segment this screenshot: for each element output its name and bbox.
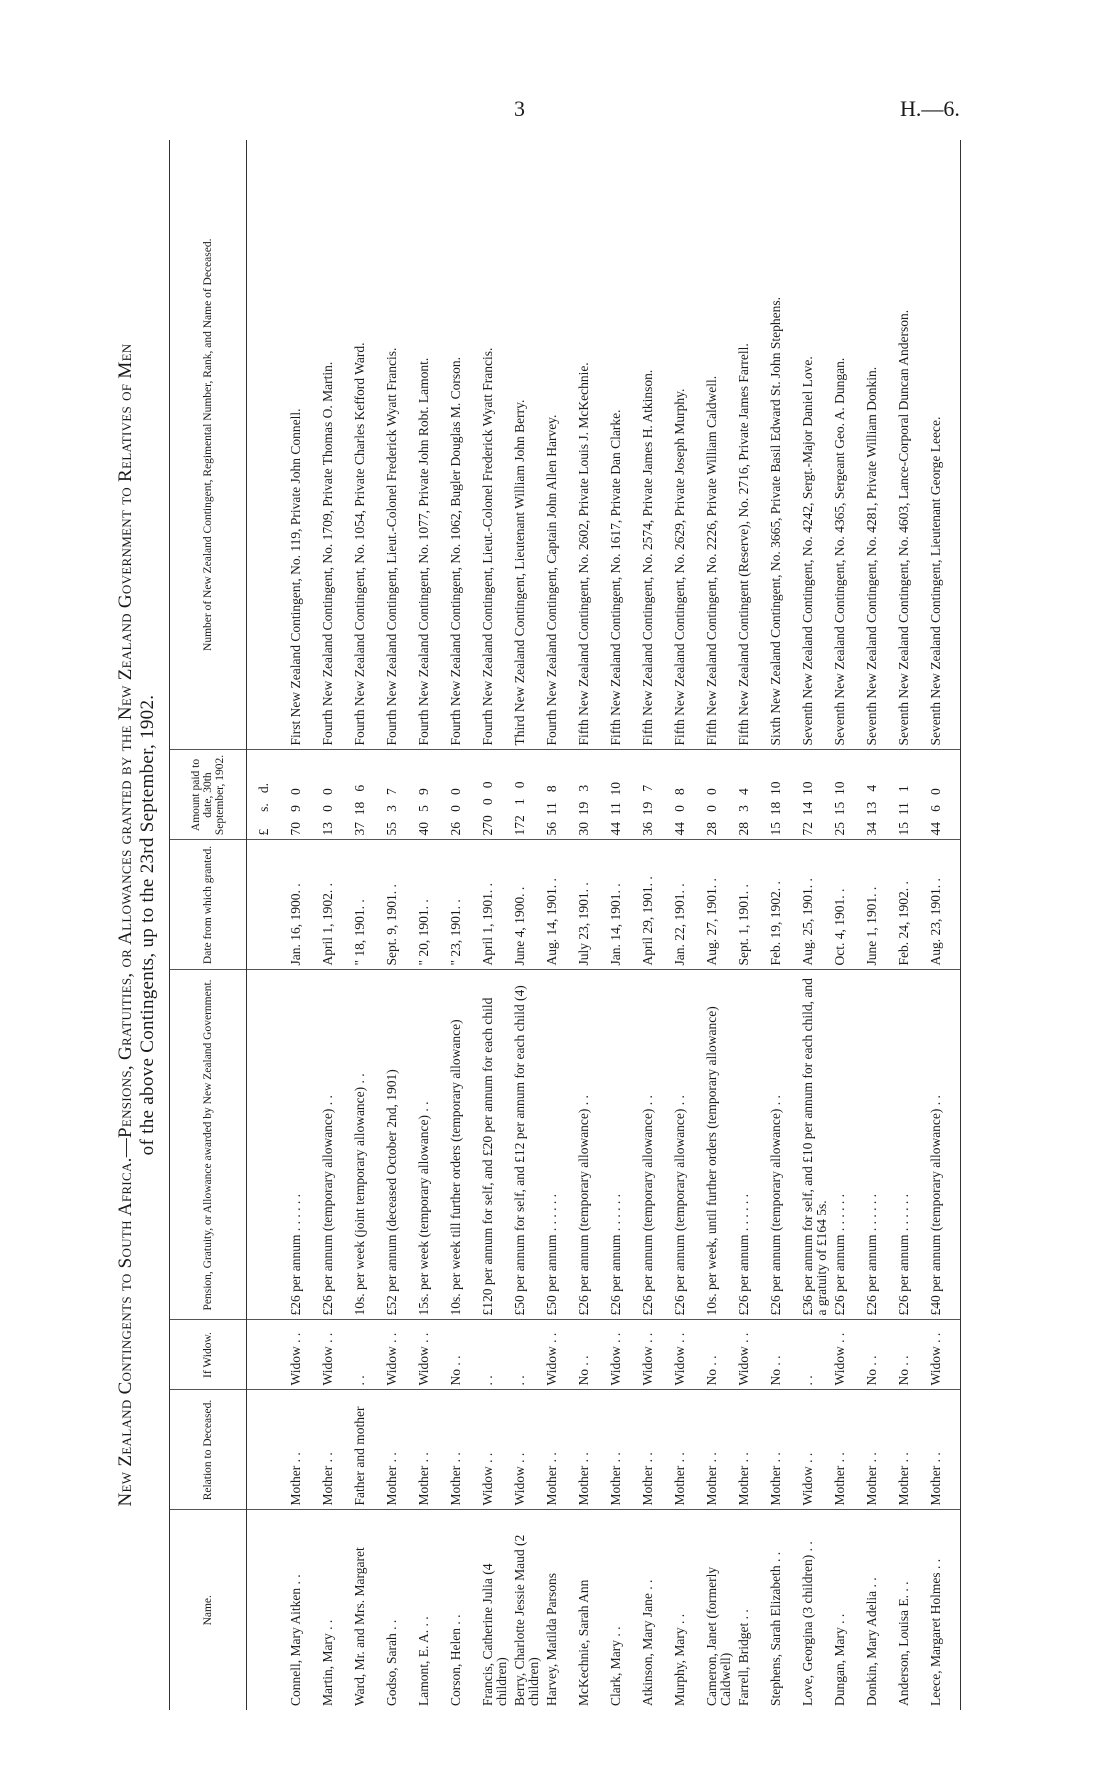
- relation-cell: Mother . .: [576, 1390, 608, 1510]
- if-widow-cell: No . .: [768, 1320, 800, 1390]
- table-row: [544, 140, 576, 1710]
- name-cell: Love, Georgina (3 children) . .: [800, 1541, 815, 1706]
- date-cell: June 1, 1901. .: [864, 840, 896, 970]
- relation-cell: Mother . .: [928, 1390, 961, 1510]
- pension-cell: 10s. per week (joint temporary allowance) . .: [352, 970, 384, 1320]
- name-cell: Leece, Margaret Holmes . .: [928, 1510, 961, 1710]
- deceased-cell: Fifth New Zealand Contingent, No. 2226, Private William Caldwell.: [704, 140, 736, 750]
- table-row: [800, 140, 832, 1710]
- deceased-cell: Fifth New Zealand Contingent, No. 2602, Private Louis J. McKechnie.: [576, 140, 608, 750]
- name-cell: Atkinson, Mary Jane . .: [640, 1579, 655, 1706]
- deceased-cell: Fifth New Zealand Contingent, No. 2574, Private James H. Atkinson.: [640, 140, 672, 750]
- amount-cell: 37 18 6: [352, 750, 384, 840]
- currency-units-row: [247, 140, 289, 1710]
- if-widow-cell: No . .: [576, 1320, 608, 1390]
- relation-cell: Mother . .: [448, 1390, 480, 1510]
- relation-cell: Widow . .: [800, 1390, 832, 1510]
- pension-cell: £26 per annum . . . . . .: [864, 970, 896, 1320]
- amount-cell: 34 13 4: [864, 750, 896, 840]
- relation-cell: Mother . .: [288, 1390, 320, 1510]
- pension-cell: £26 per annum (temporary allowance) . .: [640, 970, 672, 1320]
- table-row: [704, 140, 736, 1710]
- name-cell: McKechnie, Sarah Ann: [576, 1579, 591, 1706]
- table-row: [448, 140, 480, 1710]
- if-widow-cell: . .: [480, 1320, 512, 1390]
- deceased-cell: Fourth New Zealand Contingent, No. 1062, Bugler Douglas M. Corson.: [448, 140, 480, 750]
- deceased-cell: Third New Zealand Contingent, Lieutenant William John Berry.: [512, 140, 544, 750]
- deceased-cell: Seventh New Zealand Contingent, No. 4603, Lance-Corporal Duncan Anderson.: [896, 140, 928, 750]
- if-widow-cell: Widow . .: [416, 1320, 448, 1390]
- if-widow-cell: Widow . .: [608, 1320, 640, 1390]
- date-cell: Feb. 19, 1902. .: [768, 840, 800, 970]
- date-cell: Aug. 25, 1901. .: [800, 840, 832, 970]
- amount-cell: 28 3 4: [736, 750, 768, 840]
- pension-cell: £26 per annum . . . . . .: [832, 970, 864, 1320]
- if-widow-cell: . .: [800, 1320, 832, 1390]
- table-row: [480, 140, 512, 1710]
- deceased-cell: Fourth New Zealand Contingent, Captain John Allen Harvey.: [544, 140, 576, 750]
- name-cell: Ward, Mr. and Mrs. Margaret: [352, 1547, 367, 1706]
- date-cell: Jan. 14, 1901. .: [608, 840, 640, 970]
- header-date-granted: Date from which granted.: [170, 840, 247, 970]
- header-relation: Relation to Deceased.: [170, 1390, 247, 1510]
- pension-cell: £120 per annum for self, and £20 per annum for each child: [480, 970, 512, 1320]
- table-row: [512, 140, 544, 1710]
- relation-cell: Father and mother: [352, 1390, 384, 1510]
- pension-cell: 10s. per week, until further orders (temporary allowance): [704, 970, 736, 1320]
- deceased-cell: Fourth New Zealand Contingent, No. 1709, Private Thomas O. Martin.: [320, 140, 352, 750]
- relation-cell: Mother . .: [320, 1390, 352, 1510]
- relation-cell: Widow . .: [512, 1390, 544, 1510]
- name-cell: Connell, Mary Aitken . .: [288, 1574, 303, 1706]
- if-widow-cell: Widow . .: [384, 1320, 416, 1390]
- name-cell: Martin, Mary . .: [320, 1619, 335, 1706]
- deceased-cell: Seventh New Zealand Contingent, No. 4281, Private William Donkin.: [864, 140, 896, 750]
- page-number: 3: [514, 96, 525, 121]
- name-cell: Stephens, Sarah Elizabeth . .: [768, 1551, 783, 1706]
- title-line-2: of the above Contingents, up to the 23rd September, 1902.: [137, 694, 158, 1156]
- deceased-cell: Fourth New Zealand Contingent, Lieut.-Colonel Frederick Wyatt Francis.: [384, 140, 416, 750]
- header-name: Name.: [170, 1510, 247, 1710]
- table-row: [896, 140, 928, 1710]
- table-row: [352, 140, 384, 1710]
- table-row: [672, 140, 704, 1710]
- name-cell: Francis, Catherine Julia (4 children): [480, 1563, 509, 1706]
- amount-cell: 13 0 0: [320, 750, 352, 840]
- if-widow-cell: Widow . .: [640, 1320, 672, 1390]
- header-if-widow: If Widow.: [170, 1320, 247, 1390]
- table-title: [115, 140, 159, 1710]
- amount-cell: 44 11 10: [608, 750, 640, 840]
- pension-cell: 15s. per week (temporary allowance) . .: [416, 970, 448, 1320]
- table-row: [416, 140, 448, 1710]
- name-cell: Clark, Mary . .: [608, 1626, 623, 1706]
- if-widow-cell: Widow . .: [672, 1320, 704, 1390]
- title-line-1: New Zealand Contingents to South Africa.—Pensions, Gratuities, or Allowances granted by the New Zealand Government to Relatives of Men: [115, 343, 136, 1507]
- relation-cell: Mother . .: [416, 1390, 448, 1510]
- deceased-cell: Seventh New Zealand Contingent, No. 4242, Sergt.-Major Daniel Love.: [800, 140, 832, 750]
- table-row: [640, 140, 672, 1710]
- name-cell: Anderson, Louisa E. . .: [896, 1581, 911, 1706]
- table-row: [288, 140, 320, 1710]
- name-cell: Farrell, Bridget . .: [736, 1609, 751, 1706]
- header-pension: Pension, Gratuity, or Allowance awarded by New Zealand Government.: [170, 970, 247, 1320]
- deceased-cell: Fourth New Zealand Contingent, Lieut.-Colonel Frederick Wyatt Francis.: [480, 140, 512, 750]
- pension-cell: £26 per annum (temporary allowance) . .: [320, 970, 352, 1320]
- name-cell: Donkin, Mary Adelia . .: [864, 1577, 879, 1706]
- relation-cell: Mother . .: [640, 1390, 672, 1510]
- name-cell: Corson, Helen . .: [448, 1614, 463, 1706]
- header-amount-paid: Amount paid to date, 30th September, 1902.: [170, 750, 247, 840]
- deceased-cell: Fifth New Zealand Contingent, No. 2629, Private Joseph Murphy.: [672, 140, 704, 750]
- date-cell: Aug. 23, 1901. .: [928, 840, 961, 970]
- table-row: [768, 140, 800, 1710]
- document-code: H.—6.: [900, 96, 960, 121]
- date-cell: April 29, 1901. .: [640, 840, 672, 970]
- relation-cell: Widow . .: [480, 1390, 512, 1510]
- deceased-cell: First New Zealand Contingent, No. 119, Private John Connell.: [288, 140, 320, 750]
- pension-cell: £50 per annum . . . . . .: [544, 970, 576, 1320]
- pension-cell: 10s. per week till further orders (temporary allowance): [448, 970, 480, 1320]
- relation-cell: Mother . .: [832, 1390, 864, 1510]
- if-widow-cell: Widow . .: [928, 1320, 961, 1390]
- deceased-cell: Fifth New Zealand Contingent (Reserve), No. 2716, Private James Farrell.: [736, 140, 768, 750]
- relation-cell: Mother . .: [736, 1390, 768, 1510]
- deceased-cell: Fifth New Zealand Contingent, No. 1617, Private Dan Clarke.: [608, 140, 640, 750]
- pension-cell: £26 per annum (temporary allowance) . .: [672, 970, 704, 1320]
- date-cell: Aug. 14, 1901. .: [544, 840, 576, 970]
- amount-cell: 172 1 0: [512, 750, 544, 840]
- if-widow-cell: Widow . .: [544, 1320, 576, 1390]
- if-widow-cell: No . .: [864, 1320, 896, 1390]
- name-cell: Godso, Sarah . .: [384, 1619, 399, 1706]
- amount-cell: 36 19 7: [640, 750, 672, 840]
- deceased-cell: Fourth New Zealand Contingent, No. 1054, Private Charles Kefford Ward.: [352, 140, 384, 750]
- relation-cell: Mother . .: [544, 1390, 576, 1510]
- amount-cell: 72 14 10: [800, 750, 832, 840]
- amount-cell: 55 3 7: [384, 750, 416, 840]
- if-widow-cell: Widow . .: [288, 1320, 320, 1390]
- pension-cell: £26 per annum . . . . . .: [608, 970, 640, 1320]
- date-cell: Aug. 27, 1901. .: [704, 840, 736, 970]
- amount-cell: 28 0 0: [704, 750, 736, 840]
- deceased-cell: Fourth New Zealand Contingent, No. 1077, Private John Robt. Lamont.: [416, 140, 448, 750]
- currency-units: £ s. d.: [247, 750, 289, 840]
- table-row: [320, 140, 352, 1710]
- name-cell: Lamont, E. A. . .: [416, 1616, 431, 1706]
- amount-cell: 44 6 0: [928, 750, 961, 840]
- date-cell: July 23, 1901. .: [576, 840, 608, 970]
- pension-cell: £26 per annum . . . . . .: [896, 970, 928, 1320]
- relation-cell: Mother . .: [672, 1390, 704, 1510]
- date-cell: Jan. 16, 1900. .: [288, 840, 320, 970]
- pension-cell: £26 per annum . . . . . .: [736, 970, 768, 1320]
- relation-cell: Mother . .: [704, 1390, 736, 1510]
- date-cell: Feb. 24, 1902. .: [896, 840, 928, 970]
- relation-cell: Mother . .: [608, 1390, 640, 1510]
- pension-cell: £50 per annum for self, and £12 per annum for each child (4): [512, 970, 544, 1320]
- date-cell: Oct. 4, 1901. .: [832, 840, 864, 970]
- name-cell: Dungan, Mary . .: [832, 1613, 847, 1706]
- date-cell: June 4, 1900. .: [512, 840, 544, 970]
- if-widow-cell: Widow . .: [320, 1320, 352, 1390]
- rotated-table-block: [115, 140, 975, 1710]
- pension-cell: £26 per annum . . . . . .: [288, 970, 320, 1320]
- amount-cell: 26 0 0: [448, 750, 480, 840]
- date-cell: " 20, 1901. .: [416, 840, 448, 970]
- amount-cell: 40 5 9: [416, 750, 448, 840]
- amount-cell: 15 11 1: [896, 750, 928, 840]
- amount-cell: 30 19 3: [576, 750, 608, 840]
- table-row: [576, 140, 608, 1710]
- amount-cell: 70 9 0: [288, 750, 320, 840]
- if-widow-cell: . .: [352, 1320, 384, 1390]
- table-header-row: [170, 140, 247, 1710]
- pension-cell: £40 per annum (temporary allowance) . .: [928, 970, 961, 1320]
- relation-cell: Mother . .: [896, 1390, 928, 1510]
- pensions-table: [169, 140, 961, 1710]
- table-row: [608, 140, 640, 1710]
- date-cell: " 18, 1901. .: [352, 840, 384, 970]
- table-row: [736, 140, 768, 1710]
- pension-cell: £26 per annum (temporary allowance) . .: [768, 970, 800, 1320]
- date-cell: April 1, 1902. .: [320, 840, 352, 970]
- table-row: [864, 140, 896, 1710]
- date-cell: Sept. 1, 1901. .: [736, 840, 768, 970]
- name-cell: Harvey, Matilda Parsons: [544, 1573, 559, 1706]
- if-widow-cell: No . .: [896, 1320, 928, 1390]
- if-widow-cell: Widow . .: [736, 1320, 768, 1390]
- date-cell: " 23, 1901. .: [448, 840, 480, 970]
- header-contingent-deceased: Number of New Zealand Contingent, Regimental Number, Rank, and Name of Deceased.: [170, 140, 247, 750]
- pension-cell: £36 per annum for self, and £10 per annum for each child, and a gratuity of £164 5s.: [800, 970, 832, 1320]
- table-row: [832, 140, 864, 1710]
- relation-cell: Mother . .: [768, 1390, 800, 1510]
- name-cell: Berry, Charlotte Jessie Maud (2 children): [512, 1534, 541, 1706]
- pension-cell: £52 per annum (deceased October 2nd, 1901): [384, 970, 416, 1320]
- deceased-cell: Seventh New Zealand Contingent, No. 4365, Sergeant Geo. A. Dungan.: [832, 140, 864, 750]
- if-widow-cell: No . .: [448, 1320, 480, 1390]
- table-body: [247, 140, 961, 1710]
- amount-cell: 56 11 8: [544, 750, 576, 840]
- relation-cell: Mother . .: [864, 1390, 896, 1510]
- deceased-cell: Seventh New Zealand Contingent, Lieutenant George Leece.: [928, 140, 961, 750]
- amount-cell: 15 18 10: [768, 750, 800, 840]
- amount-cell: 25 15 10: [832, 750, 864, 840]
- table-row: [928, 140, 961, 1710]
- amount-cell: 44 0 8: [672, 750, 704, 840]
- if-widow-cell: . .: [512, 1320, 544, 1390]
- if-widow-cell: No . .: [704, 1320, 736, 1390]
- deceased-cell: Sixth New Zealand Contingent, No. 3665, Private Basil Edward St. John Stephens.: [768, 140, 800, 750]
- if-widow-cell: Widow . .: [832, 1320, 864, 1390]
- date-cell: April 1, 1901. .: [480, 840, 512, 970]
- pension-cell: £26 per annum (temporary allowance) . .: [576, 970, 608, 1320]
- name-cell: Cameron, Janet (formerly Caldwell): [704, 1566, 733, 1706]
- amount-cell: 270 0 0: [480, 750, 512, 840]
- relation-cell: Mother . .: [384, 1390, 416, 1510]
- name-cell: Murphy, Mary . .: [672, 1613, 687, 1706]
- date-cell: Sept. 9, 1901. .: [384, 840, 416, 970]
- table-row: [384, 140, 416, 1710]
- date-cell: Jan. 22, 1901. .: [672, 840, 704, 970]
